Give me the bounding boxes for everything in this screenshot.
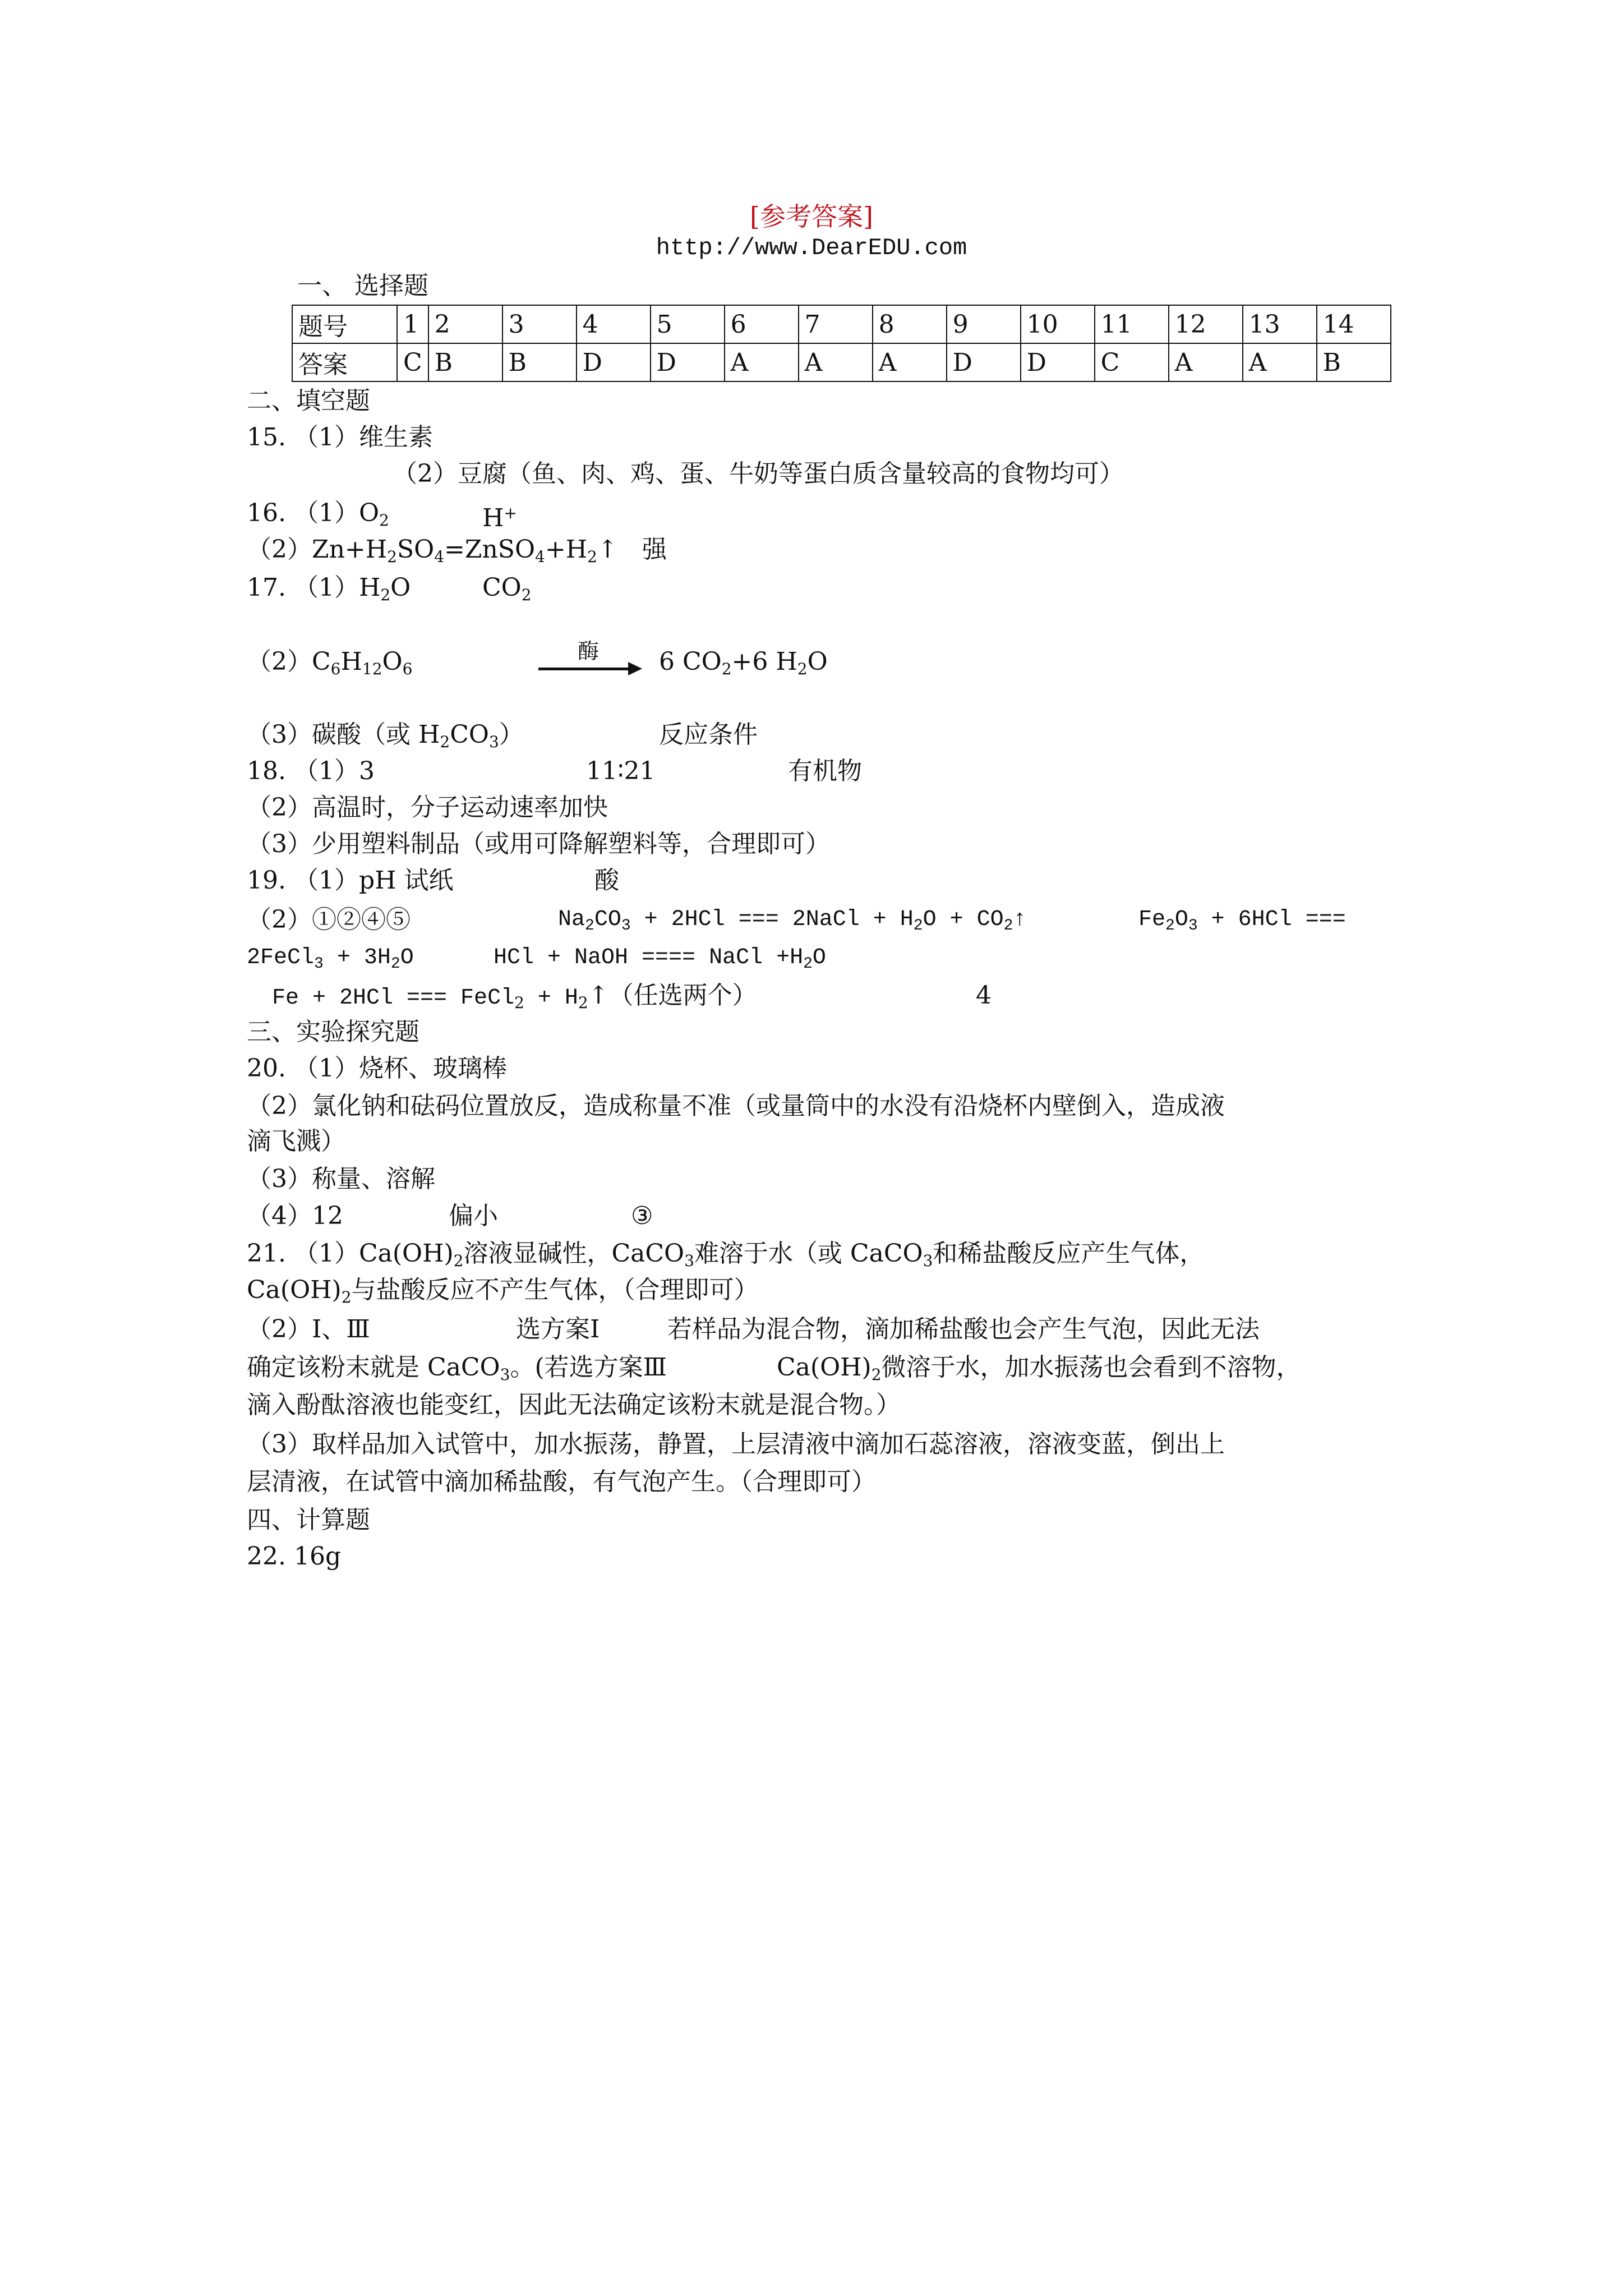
q18-line1: 18. （1）3	[247, 757, 375, 785]
section-experiment: 三、实验探究题	[247, 1018, 419, 1046]
q21-line4-b: $Ca(OH)_2$微溶于水，加水振荡也会看到不溶物，	[777, 1353, 1301, 1384]
q17-line2-product: 6 $CO_2+6$ $H_2O$	[659, 647, 828, 678]
arrow-head-icon	[628, 662, 642, 675]
table-cell: B	[1317, 343, 1391, 381]
q20-smaller: 偏小	[449, 1202, 498, 1230]
section-calc: 四、计算题	[247, 1506, 370, 1534]
source-url: http://www.DearEDU.com	[656, 234, 967, 261]
table-cell: 10	[1021, 305, 1095, 343]
table-cell: A	[1169, 343, 1243, 381]
q21-line3: （2）Ⅰ、Ⅲ	[247, 1315, 370, 1343]
table-cell: 12	[1169, 305, 1243, 343]
q19-line1: 19. （1）pH 试纸	[247, 866, 454, 895]
table-header-cell: 题号	[292, 305, 397, 343]
q22-line1: 22. 16g	[247, 1542, 342, 1571]
q19-line2: （2）①②④⑤	[247, 905, 411, 934]
table-header-cell: 答案	[292, 343, 397, 381]
table-cell: B	[428, 343, 502, 381]
q19-eq3: HCl + NaOH ==== NaCl $+H_2O$	[494, 945, 826, 973]
q18-ratio: 11∶21	[586, 757, 656, 785]
q16-line2-b: 强	[642, 535, 667, 564]
table-cell: A	[1243, 343, 1317, 381]
table-cell: 3	[502, 305, 577, 343]
q17-line2: $(2)C_6H_{12}O_6$	[247, 647, 413, 678]
q20-choice: ③	[631, 1202, 653, 1230]
q15-line2: （2）豆腐（鱼、肉、鸡、蛋、牛奶等蛋白质含量较高的食物均可）	[393, 459, 1124, 488]
q21-line7: 层清液，在试管中滴加稀盐酸，有气泡产生。（合理即可）	[247, 1467, 876, 1496]
q19-acid: 酸	[594, 866, 619, 895]
table-cell: A	[725, 343, 799, 381]
table-cell: 1	[397, 305, 428, 343]
table-cell: A	[873, 343, 947, 381]
q19-eq2a: $Fe_2O_3 + 6HCl$ ===	[1138, 907, 1346, 935]
table-cell: 14	[1317, 305, 1391, 343]
q21-line2: $Ca(OH)_2$与盐酸反应不产生气体，（合理即可）	[247, 1276, 759, 1306]
table-cell: 7	[799, 305, 873, 343]
reaction-arrow	[538, 634, 642, 679]
q19-eq4: Fe + 2HCl === FeCl$_2$ + $H_2↑$（任选两个）	[272, 981, 757, 1012]
q20-line1: 20. （1）烧杯、玻璃棒	[247, 1054, 507, 1083]
table-cell: D	[1021, 343, 1095, 381]
q17-line1: 17. $(1)H_2O$	[247, 573, 411, 604]
q20-line2: （2）氯化钠和砝码位置放反，造成称量不准（或量筒中的水没有沿烧杯内壁倒入，造成液	[247, 1092, 1225, 1120]
q20-line3: 滴飞溅）	[247, 1127, 345, 1156]
section-choice: 一、 选择题	[297, 272, 428, 300]
table-cell: A	[799, 343, 873, 381]
q19-eq2b: 2FeCl$_3$ + $3H_2O$	[247, 945, 414, 973]
answer-table	[292, 305, 1391, 382]
q21-line3-c: 若样品为混合物，滴加稀盐酸也会产生气泡，因此无法	[667, 1315, 1260, 1343]
q21-line5: 滴入酚酞溶液也能变红，因此无法确定该粉末就是混合物。）	[247, 1391, 901, 1419]
q18-line3: （3）少用塑料制品（或用可降解塑料等，合理即可）	[247, 830, 830, 858]
table-cell: 6	[725, 305, 799, 343]
q17-line3-b: 反应条件	[659, 720, 758, 749]
table-cell: C	[397, 343, 428, 381]
table-cell: 4	[577, 305, 651, 343]
table-row-numbers	[292, 305, 1391, 343]
table-cell: 11	[1095, 305, 1169, 343]
q17-line3: （3）碳酸（或 $H_2CO_3$）	[247, 720, 524, 751]
q17-line1-b: $CO_2$	[482, 573, 532, 604]
q21-line4: 确定该粉末就是 CaCO$_3$。(若选方案Ⅲ	[247, 1353, 667, 1384]
q18-organic: 有机物	[788, 757, 862, 785]
table-cell: 2	[428, 305, 502, 343]
table-cell: 8	[873, 305, 947, 343]
table-cell: C	[1095, 343, 1169, 381]
table-cell: D	[947, 343, 1021, 381]
q16-ion: H+	[482, 504, 517, 532]
q18-line2: （2）高温时，分子运动速率加快	[247, 793, 608, 822]
q16-line1: 16. $(1)O_2$	[247, 499, 389, 530]
q21-plan: 选方案Ⅰ	[516, 1315, 600, 1343]
arrow-line	[538, 668, 634, 670]
table-cell: 13	[1243, 305, 1317, 343]
q21-line6: （3）取样品加入试管中，加水振荡，静置，上层清液中滴加石蕊溶液，溶液变蓝，倒出上	[247, 1430, 1225, 1458]
q15-line1: 15. （1）维生素	[247, 423, 433, 452]
table-cell: 9	[947, 305, 1021, 343]
section-fill: 二、填空题	[247, 386, 370, 415]
q16-line2: $(2)Zn+H_2SO_4=ZnSO_4+H_2↑$	[247, 535, 618, 566]
table-cell: 5	[651, 305, 725, 343]
enzyme-label: 酶	[578, 639, 600, 664]
table-cell: B	[502, 343, 577, 381]
table-cell: D	[577, 343, 651, 381]
q19-eq1: $Na_2CO_3 + 2HCl$ === 2NaCl + $H_2O$ + $CO_2↑$	[558, 907, 1027, 935]
q20-line4: （3）称量、溶解	[247, 1165, 435, 1193]
table-row-answers	[292, 343, 1391, 381]
page-title: [参考答案]	[750, 201, 873, 232]
q19-answer: 4	[976, 981, 992, 1010]
table-cell: D	[651, 343, 725, 381]
q20-line5: （4）12	[247, 1202, 343, 1230]
q21-line1: 21. $(1)Ca(OH)_2$溶液显碱性，CaCO$_3$难溶于水（或 CaCO$_3$和稀盐酸反应产生气体，	[247, 1239, 1205, 1270]
